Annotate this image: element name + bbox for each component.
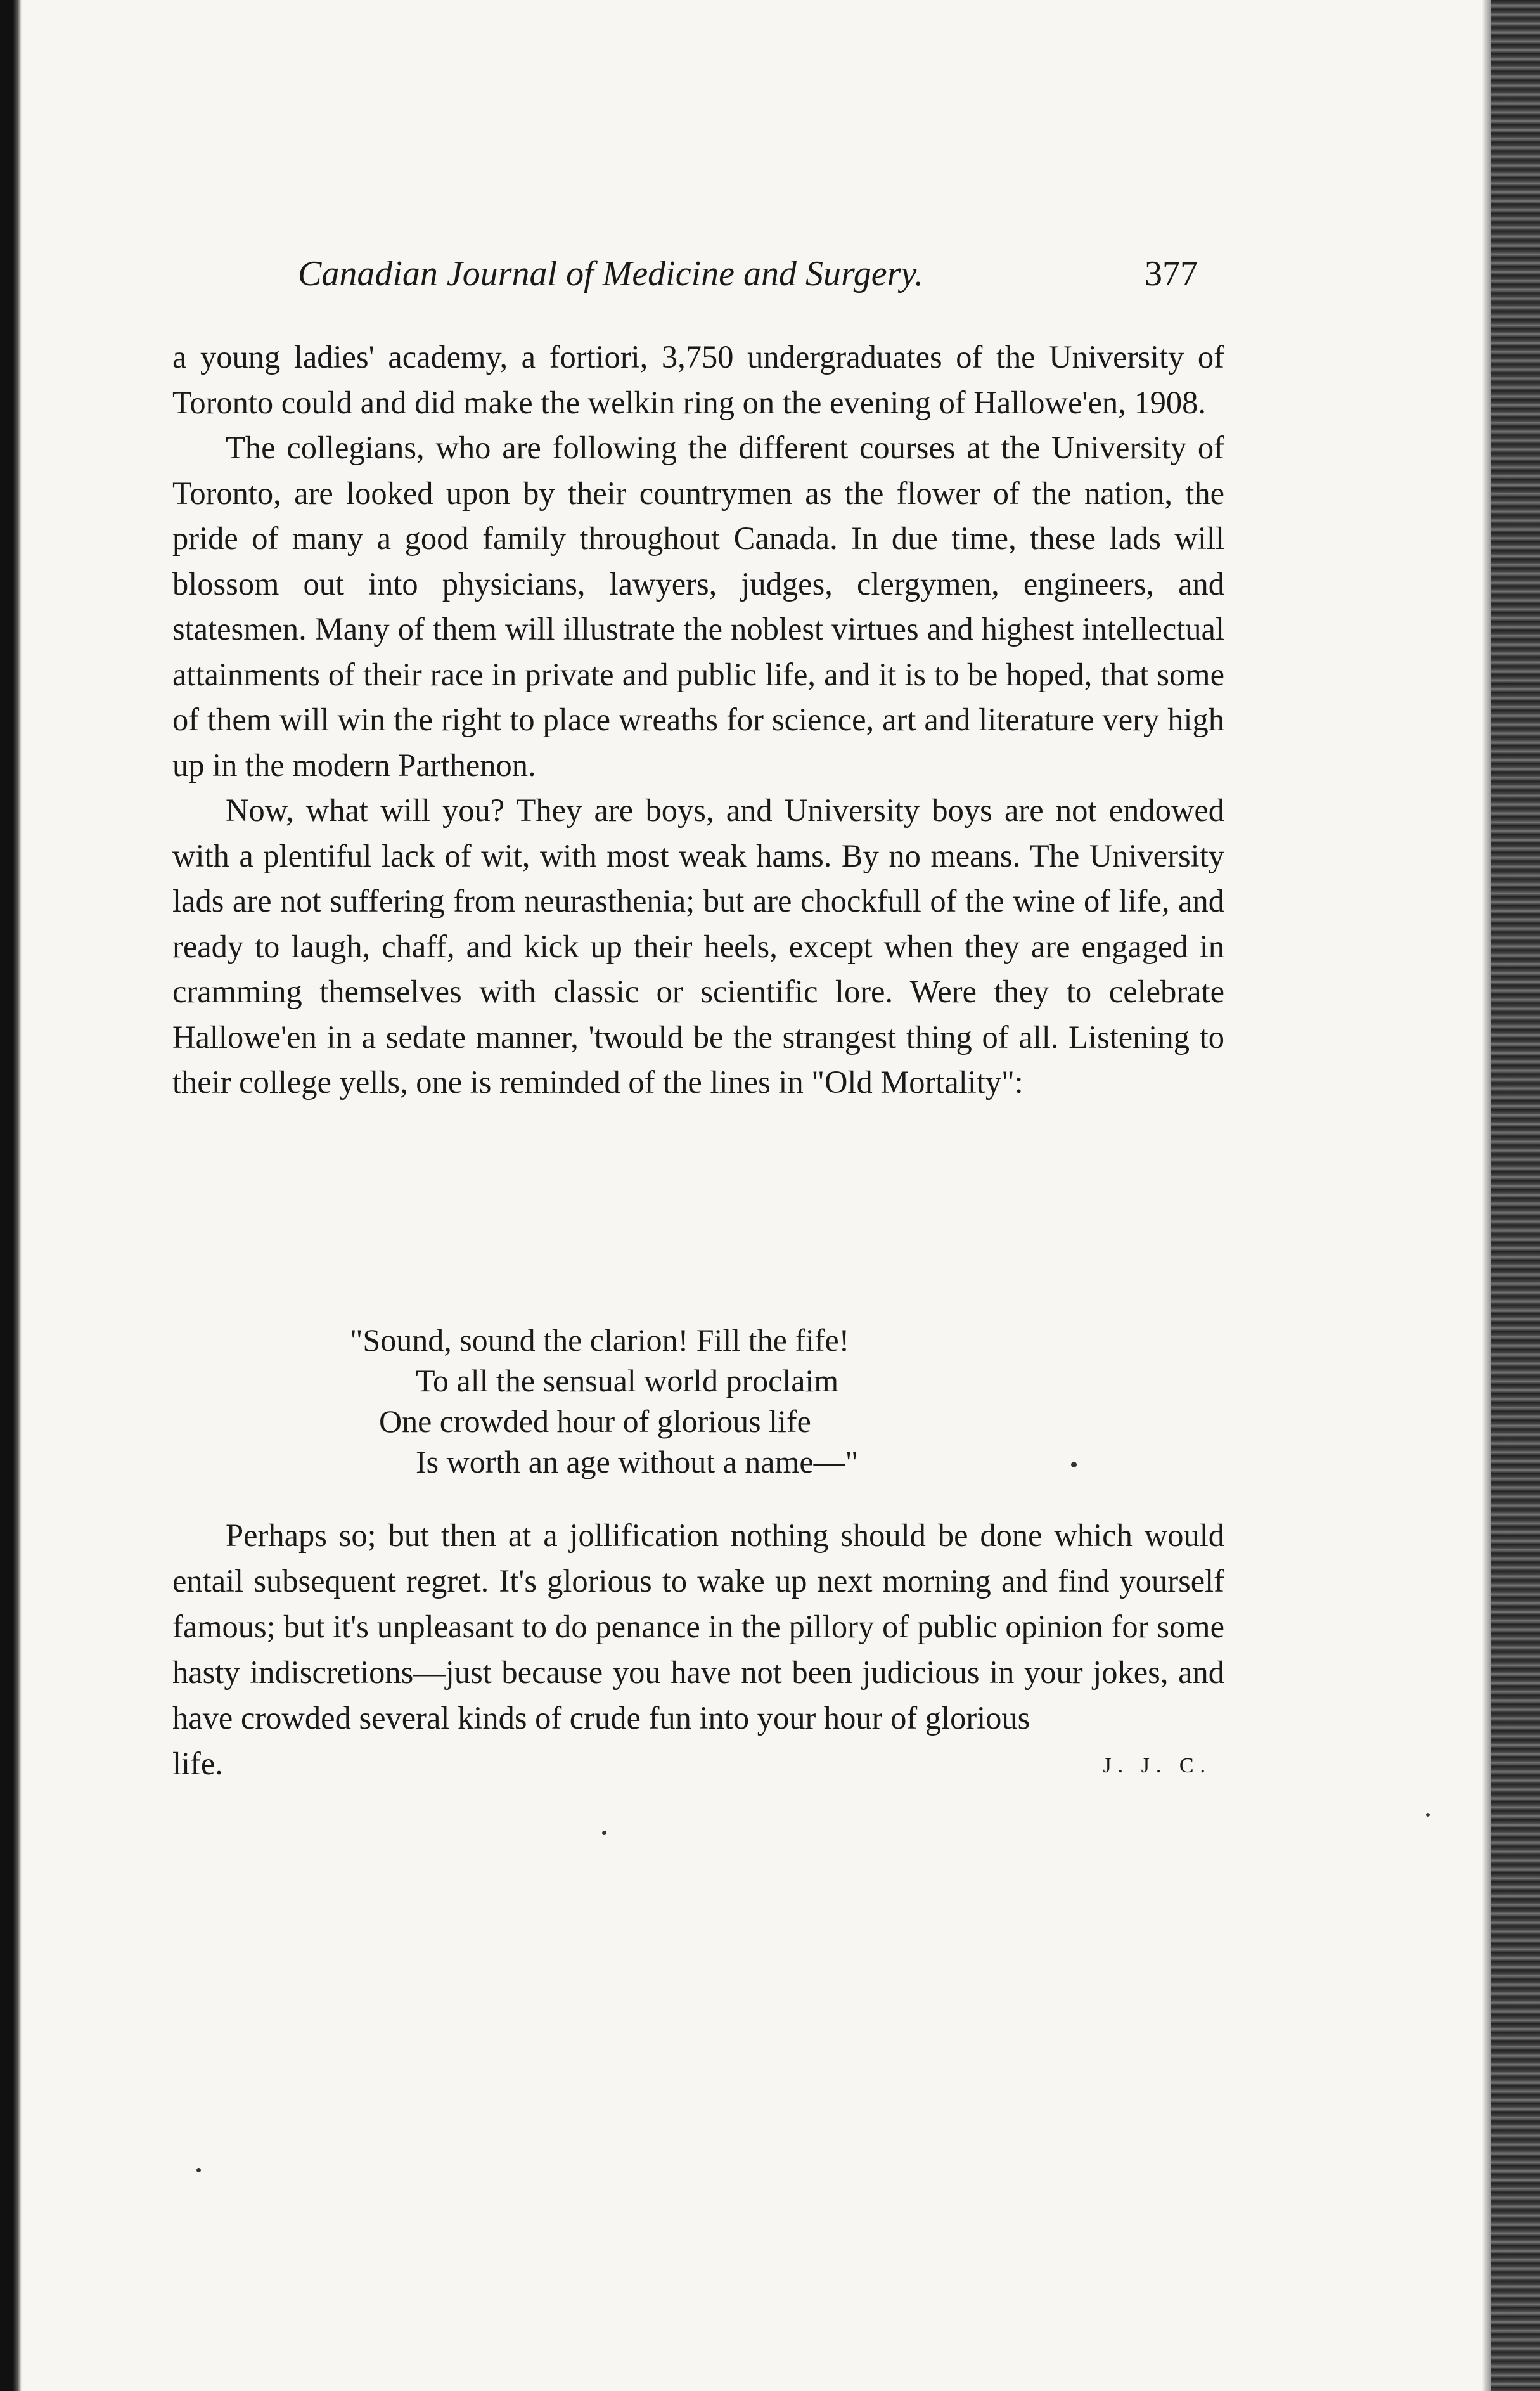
poem-line: To all the sensual world proclaim bbox=[416, 1363, 839, 1398]
running-header bbox=[298, 254, 1198, 304]
closing-text: Perhaps so; but then at a jollification nothing should be done which would entail subsequent regret. It's glorious to wake up next morning and find yourself famous; but it's unpleasant to do penance in the pillory of public opinion for some hasty indiscretions—just because you have not been judicious in your jokes, and have crowded several kinds of crude fun into your hour of glorious bbox=[172, 1518, 1224, 1736]
poem-line: One crowded hour of glorious life bbox=[379, 1403, 811, 1439]
page-number: 377 bbox=[1145, 254, 1198, 293]
ink-speck bbox=[1426, 1813, 1430, 1817]
closing-last-line bbox=[172, 1741, 1224, 1786]
ink-speck bbox=[196, 2168, 201, 2172]
page-right-edge-binding bbox=[1491, 0, 1540, 2391]
poem-quotation bbox=[350, 1320, 858, 1482]
page-left-edge-shadow bbox=[0, 0, 22, 2391]
closing-last-word: life. bbox=[172, 1746, 223, 1781]
paragraph-continued: a young ladies' academy, a fortiori, 3,750 undergraduates of the University of Toronto could and did make the welkin ring on the evening of Hallowe'en, 1908. bbox=[172, 339, 1224, 420]
poem-line: "Sound, sound the clarion! Fill the fife! bbox=[350, 1322, 850, 1358]
article-body bbox=[172, 335, 1224, 1105]
ink-speck bbox=[1071, 1462, 1077, 1467]
ink-speck bbox=[602, 1831, 606, 1835]
page-right-edge-fade bbox=[1482, 0, 1491, 2391]
paragraph-university-boys: Now, what will you? They are boys, and University boys are not endowed with a plentiful lack of wit, with most weak hams. By no means. The University lads are not suffering from neurasthenia; but are chockfull of the wine of life, and ready to laugh, chaff, and kick up their heels, except when they are engaged in cramming themselves with classic or scientific lore. Were they to celebrate Hallowe'en in a sedate manner, 'twould be the strangest thing of all. Listening to their college yells, one is reminded of the lines in "Old Mortality": bbox=[172, 792, 1224, 1100]
poem-line: Is worth an age without a name—" bbox=[416, 1444, 858, 1479]
closing-paragraph bbox=[172, 1512, 1224, 1786]
paragraph-collegians: The collegians, who are following the different courses at the University of Toronto, are looked upon by their countrymen as the flower of the nation, the pride of many a good family throughout Canada. In due time, these lads will blossom out into physicians, lawyers, judges, clergymen, engineers, and statesmen. Many of them will illustrate the noblest virtues and highest intellectual attainments of their race in private and public life, and it is to be hoped, that some of them will win the right to place wreaths for science, art and literature very high up in the modern Parthenon. bbox=[172, 430, 1224, 783]
journal-title: Canadian Journal of Medicine and Surgery. bbox=[298, 254, 924, 293]
author-initials: J. J. C. bbox=[1103, 1754, 1212, 1777]
